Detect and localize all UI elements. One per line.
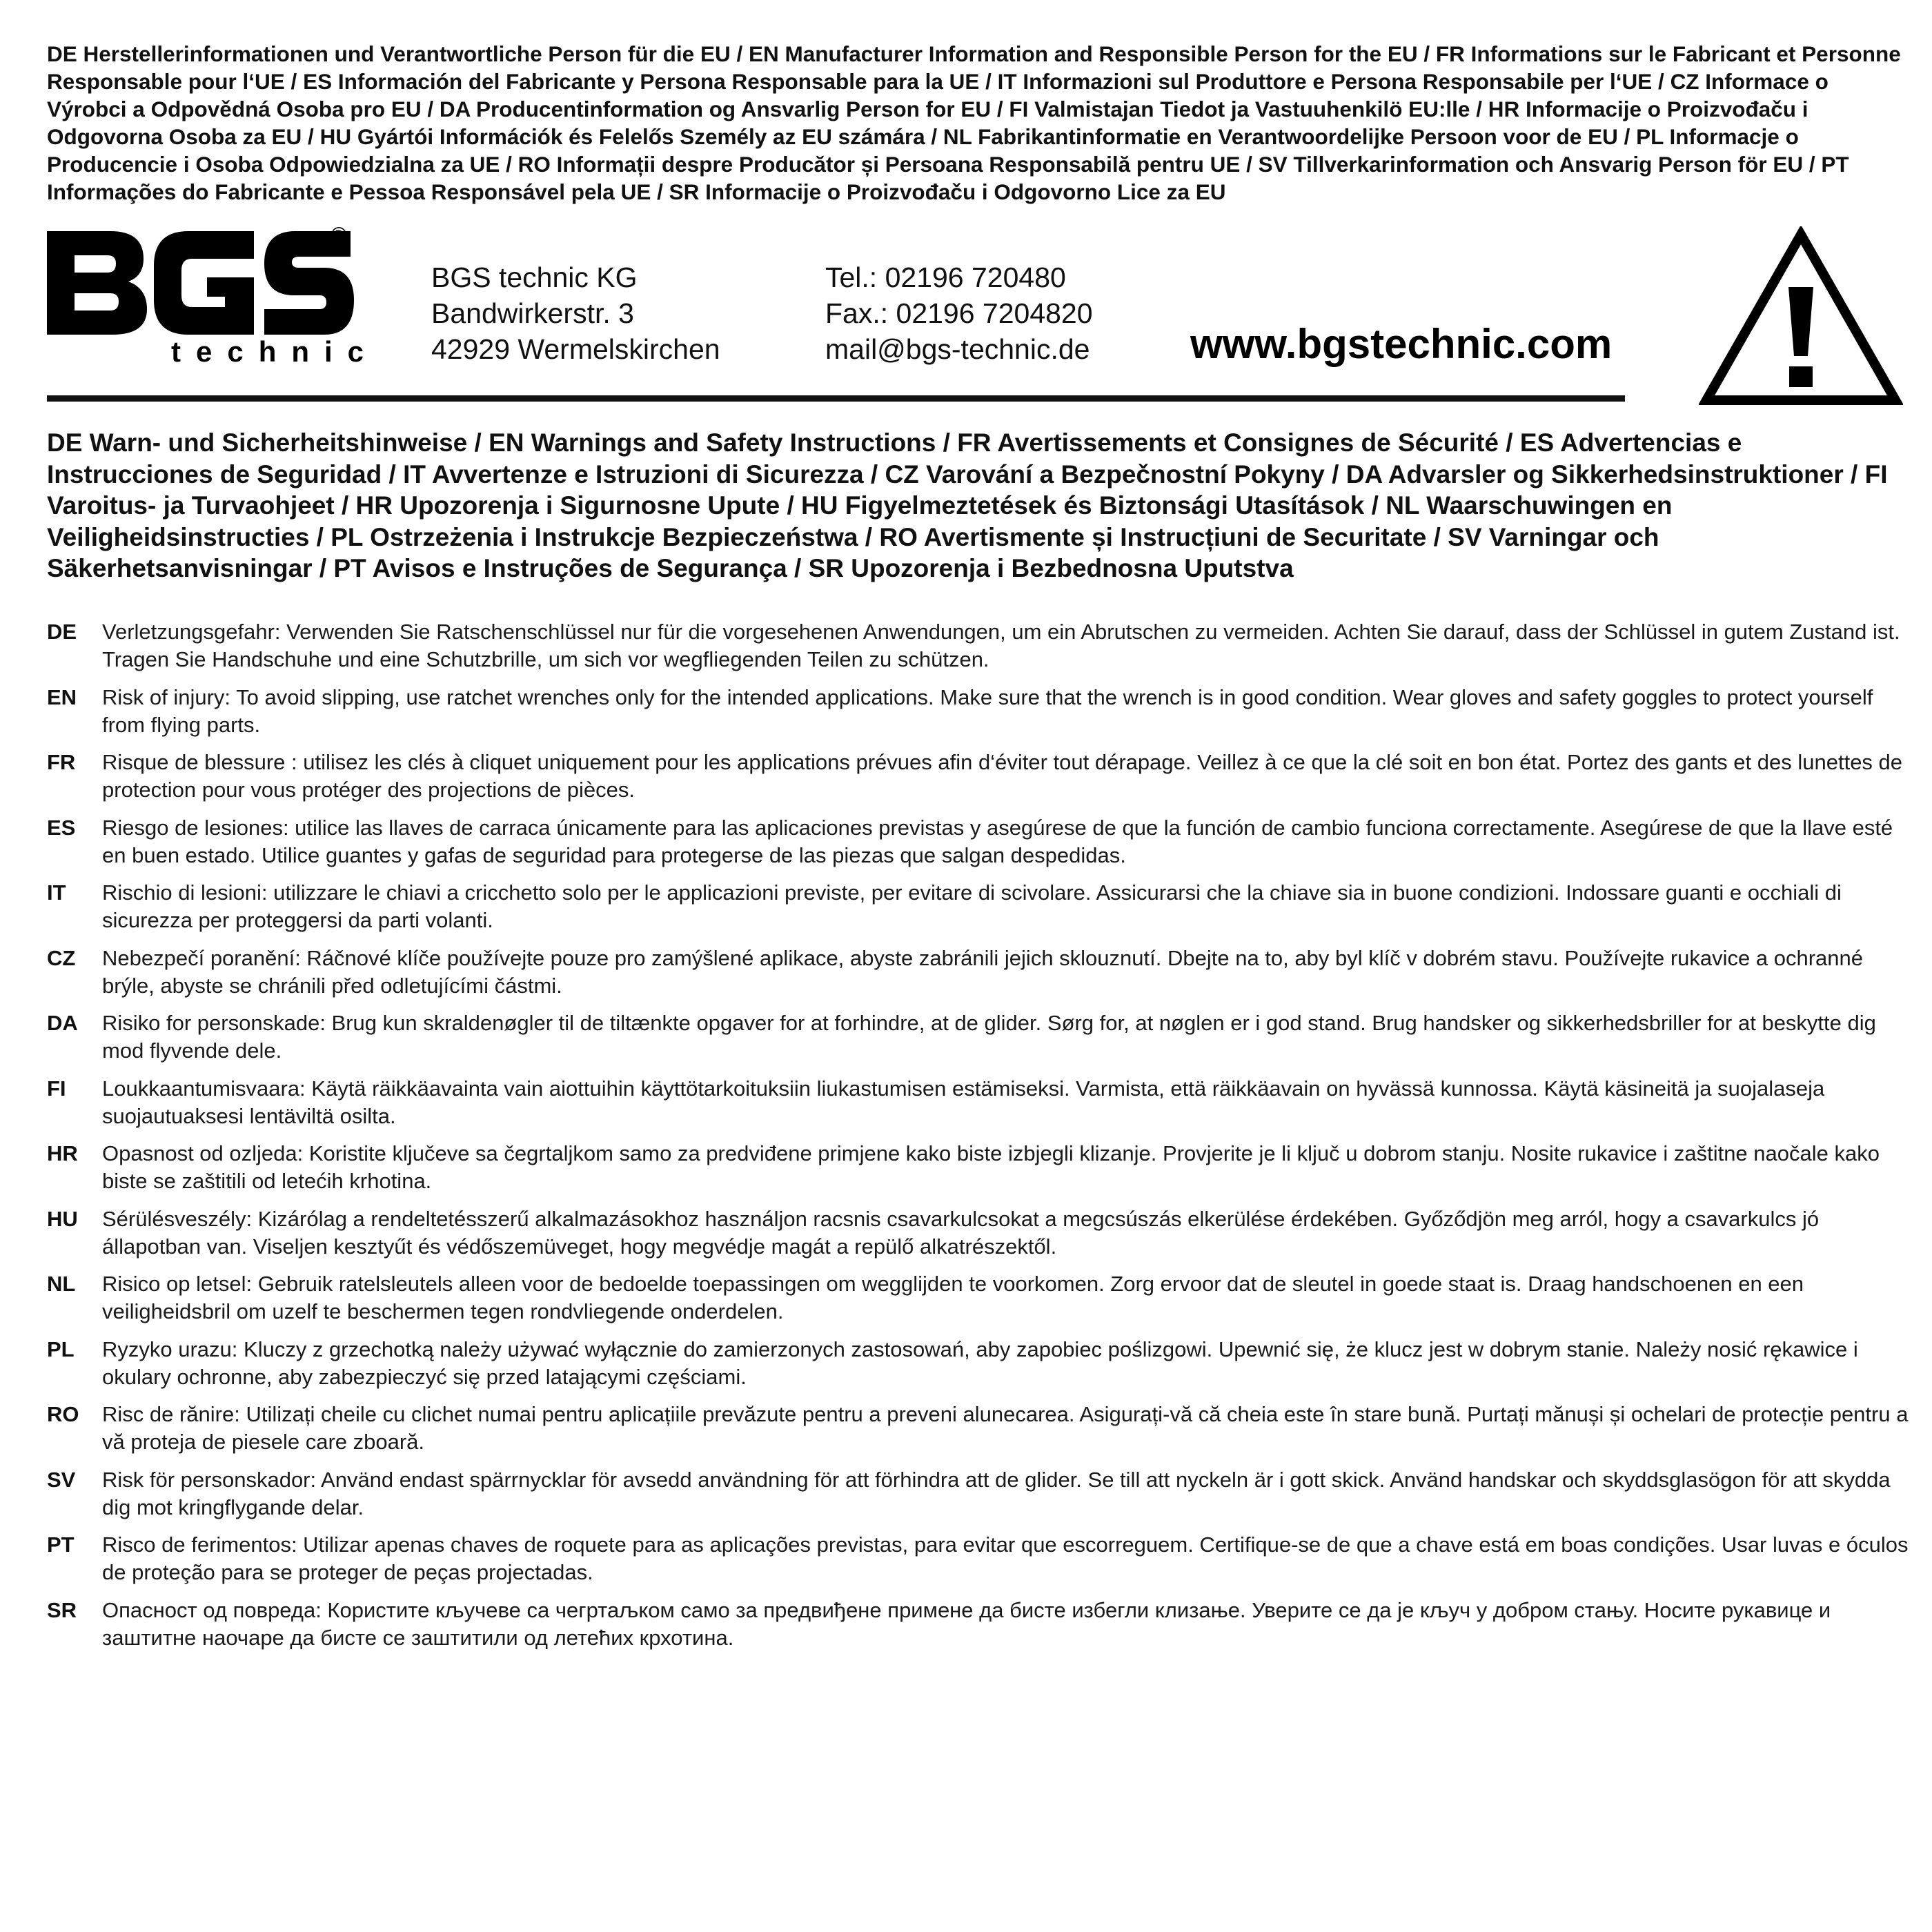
manufacturer-info-heading: DE Herstellerinformationen und Verantwortliche Person für die EU / EN Manufacturer Information and Responsible Person for the EU / FR Informations sur le Fabricant et Personne Responsable pour l‘UE / ES Información del Fabricante y Persona Responsable para la UE / IT Informazioni sul Produttore e Persona Responsabile per l‘UE / CZ Informace o Výrobci a Odpovědná Osoba pro EU / DA Producentinformation og Ansvarlig Person for EU / FI Valmistajan Tiedot ja Vastuuhenkilö EU:lle / HR Informacije o Proizvođaču i Odgovorna Osoba za EU / HU Gyártói Információk és Felelős Személy az EU számára / NL Fabrikantinformatie en Verantwoordelijke Persoon voor de EU / PL Informacje o Producencie i Osoba Odpowiedzialna za UE / RO Informații despre Producător și Persoana Responsabilă pentru UE / SV Tillverkarinformation och Ansvarig Person för EU / PT Informações do Fabricante e Pessoa Responsável pela UE / SR Informacije o Proizvođaču i Odgovorno Lice za EU	[47, 41, 1901, 204]
language-code: CZ	[47, 945, 76, 970]
email-address[interactable]: mail@bgs-technic.de	[825, 333, 1090, 365]
warning-item	[47, 1075, 1910, 1130]
language-code: HR	[47, 1141, 78, 1165]
safety-instructions-title: DE Warn- und Sicherheitshinweise / EN Warnings and Safety Instructions / FR Avertissements et Consignes de Sécurité / ES Advertencias e Instrucciones de Seguridad / IT Avvertenze e Istruzioni di Sicurezza / CZ Varování a Bezpečnostní Pokyny / DA Advarsler og Sikkerhedsinstruktioner / FI Varoitus- ja Turvaohjeet / HR Upozorenja i Sigurnosne Upute / HU Figyelmeztetések és Biztonsági Utasítások / NL Waarschuwingen en Veiligheidsinstructies / PL Ostrzeżenia i Instrukcje Bezpieczeństwa / RO Avertismente și Instrucțiuni de Securitate / SV Varningar och Säkerhetsanvisningar / PT Avisos e Instruções de Segurança / SR Upozorenja i Bezbednosna Uputstva	[47, 428, 1888, 582]
language-code: RO	[47, 1402, 79, 1426]
warning-item	[47, 618, 1910, 673]
warning-text: Sérülésveszély: Kizárólag a rendeltetésszerű alkalmazásokhoz használjon racsnis csavarkulcsokat a megcsúszás elkerülése érdekében. Győződjön meg arról, hogy a csavarkulcs jó állapotban van. Viseljen kesztyűt és védőszemüveget, hogy megvédje magát a repülő alkatrészektől.	[102, 1206, 1820, 1259]
warning-text: Rischio di lesioni: utilizzare le chiavi a cricchetto solo per le applicazioni previste, per evitare di scivolare. Assicurarsi che la chiave sia in buone condizioni. Indossare guanti e occhiali di sicurezza per proteggersi da parti volanti.	[102, 880, 1842, 932]
language-code: HU	[47, 1206, 78, 1231]
language-code: FR	[47, 750, 76, 774]
language-code: SV	[47, 1467, 76, 1492]
warning-text: Risk of injury: To avoid slipping, use ratchet wrenches only for the intended applications. Make sure that the wrench is in good condition. Wear gloves and safety goggles to protect yourself from flying parts.	[102, 684, 1873, 737]
warnings-list	[47, 618, 1910, 1662]
warning-item	[47, 879, 1910, 934]
bgs-logo	[47, 224, 379, 373]
warning-item	[47, 1009, 1910, 1065]
website-link[interactable]: www.bgstechnic.com	[1190, 321, 1613, 367]
language-code: EN	[47, 684, 77, 709]
warning-item	[47, 814, 1910, 869]
warning-text: Ryzyko urazu: Kluczy z grzechotką należy używać wyłącznie do zamierzonych zastosowań, aby zapobiec poślizgowi. Upewnić się, że klucz jest w dobrym stanie. Należy nosić rękawice i okulary ochronne, aby zabezpieczyć się przed latającymi częściami.	[102, 1337, 1858, 1389]
phone-number: Tel.: 02196 720480	[825, 262, 1066, 293]
language-code: DE	[47, 620, 77, 644]
warning-item	[47, 1205, 1910, 1261]
company-name: BGS technic KG	[431, 262, 638, 293]
fax-number: Fax.: 02196 7204820	[825, 297, 1093, 329]
warning-text: Risque de blessure : utilisez les clés à cliquet uniquement pour les applications prévues afin d‘éviter tout dérapage. Veillez à ce que la clé soit en bon état. Portez des gants et des lunettes de protection pour vous protéger des projections de pièces.	[102, 750, 1903, 802]
header-divider	[47, 395, 1625, 402]
company-street: Bandwirkerstr. 3	[431, 297, 634, 329]
company-address	[431, 259, 720, 367]
language-code: ES	[47, 815, 76, 840]
warning-text: Nebezpečí poranění: Ráčnové klíče používejte pouze pro zamýšlené aplikace, abyste zabránili jejich sklouznutí. Dbejte na to, aby byl klíč v dobrém stavu. Používejte rukavice a ochranné brýle, abyste se chránili před odletujícími částmi.	[102, 945, 1864, 998]
warning-item	[47, 945, 1910, 1000]
warning-text: Risc de rănire: Utilizați cheile cu clichet numai pentru aplicațiile prevăzute pentru a preveni alunecarea. Asigurați-vă că cheia este în stare bună. Purtați mănuși și ochelari de protecție pentru a vă proteja de piesele care zboară.	[102, 1402, 1909, 1454]
warning-text: Riesgo de lesiones: utilice las llaves de carraca únicamente para las aplicaciones previstas y asegúrese de que la función de cambio funciona correctamente. Asegúrese de que la llave esté en buen estado. Utilice guantes y gafas de seguridad para protegerse de las piezas que salgan despedidas.	[102, 815, 1893, 867]
warning-text: Risico op letsel: Gebruik ratelsleutels alleen voor de bedoelde toepassingen om wegglijden te voorkomen. Zorg ervoor dat de sleutel in goede staat is. Draag handschoenen en een veiligheidsbril om uzelf te beschermen tegen rondvliegende onderdelen.	[102, 1272, 1804, 1323]
warning-text: Verletzungsgefahr: Verwenden Sie Ratschenschlüssel nur für die vorgesehenen Anwendungen, um ein Abrutschen zu vermeiden. Achten Sie darauf, dass der Schlüssel in gutem Zustand ist. Tragen Sie Handschuhe und eine Schutzbrille, um sich vor wegfliegenden Teilen zu schützen.	[102, 620, 1900, 671]
company-city: 42929 Wermelskirchen	[431, 333, 720, 365]
warning-text: Risiko for personskade: Brug kun skraldenøgler til de tiltænkte opgaver for at forhindre, at de glider. Sørg for, at nøglen er i god stand. Brug handsker og sikkerhedsbriller for at beskytte dig mod flyvende dele.	[102, 1011, 1876, 1063]
warning-item	[47, 684, 1910, 739]
registered-mark: ®	[331, 224, 347, 246]
language-code: NL	[47, 1272, 76, 1296]
warning-text: Risco de ferimentos: Utilizar apenas chaves de roquete para as aplicações previstas, para evitar que escorreguem. Certifique-se de que a chave está em boas condições. Usar luvas e óculos de proteção para se proteger de peças projectadas.	[102, 1532, 1909, 1584]
warning-text: Опасност од повреда: Користите кључеве са чегртаљком само за предвиђене примене да бисте избегли клизање. Уверите се да је кључ у добром стању. Носите рукавице и заштитне наочаре да бисте се заштитили од летећих крхотина.	[102, 1597, 1831, 1650]
warning-item	[47, 1336, 1910, 1391]
language-code: DA	[47, 1011, 78, 1035]
warning-item	[47, 1401, 1910, 1456]
warning-item	[47, 1531, 1910, 1586]
warning-item	[47, 749, 1910, 804]
logo-subtitle: technic	[171, 335, 379, 368]
language-code: PT	[47, 1532, 75, 1557]
language-code: PL	[47, 1337, 75, 1361]
language-code: SR	[47, 1597, 77, 1622]
warning-item	[47, 1270, 1910, 1325]
bgs-logo-mark	[47, 228, 357, 338]
warning-item	[47, 1597, 1910, 1652]
warning-text: Risk för personskador: Använd endast spärrnycklar för avsedd användning för att förhindra att de glider. Se till att nyckeln är i gott skick. Använd handskar och skyddsglasögon för att skydda dig mot kringflygande delar.	[102, 1467, 1891, 1519]
language-code: FI	[47, 1076, 66, 1101]
warning-item	[47, 1140, 1910, 1195]
warning-item	[47, 1466, 1910, 1521]
warning-text: Loukkaantumisvaara: Käytä räikkäavainta vain aiottuihin käyttötarkoituksiin liukastumisen estämiseksi. Varmista, että räikkäavain on hyvässä kunnossa. Käytä käsineitä ja suojalaseja suojautuaksesi lentäviltä osilta.	[102, 1076, 1825, 1128]
warning-text: Opasnost od ozljeda: Koristite ključeve sa čegrtaljkom samo za predviđene primjene kako biste izbjegli klizanje. Provjerite je li ključ u dobrom stanju. Nosite rukavice i zaštitne naočale kako biste se zaštitili od letećih krhotina.	[102, 1141, 1880, 1193]
warning-triangle-icon	[1699, 226, 1903, 410]
company-contact	[825, 259, 1093, 367]
language-code: IT	[47, 880, 66, 905]
